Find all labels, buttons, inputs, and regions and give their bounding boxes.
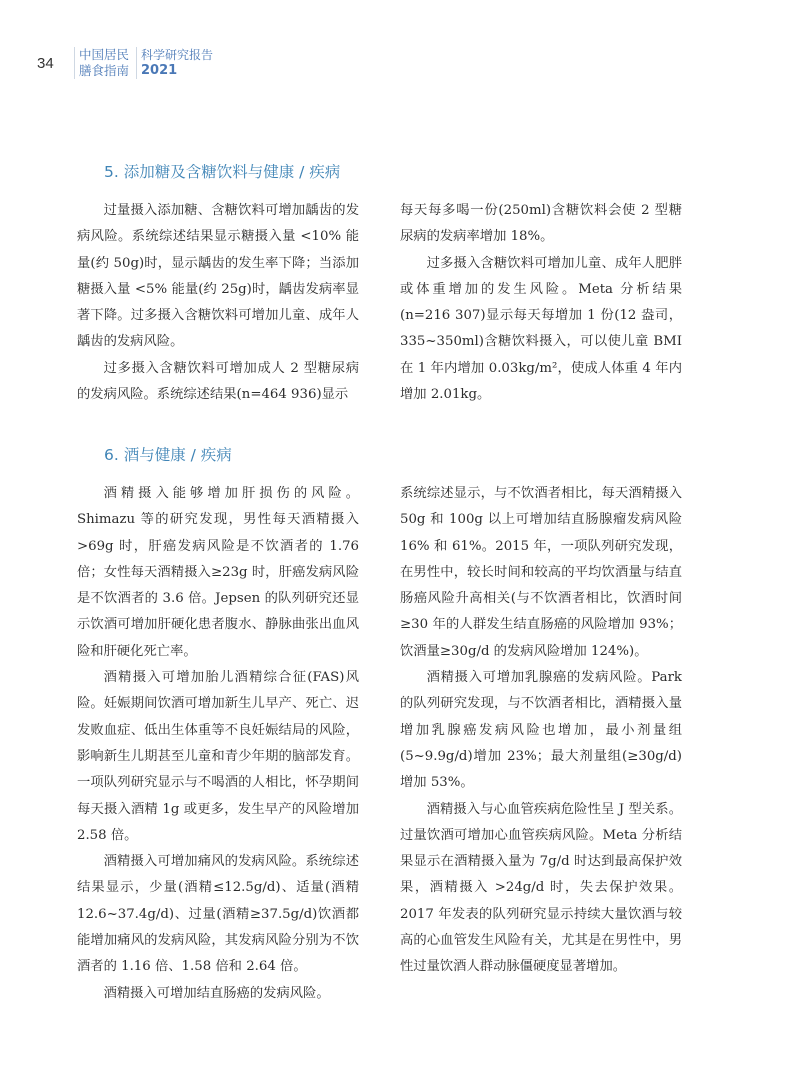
report-title: 科学研究报告: [141, 48, 214, 62]
guideline-brand: [74, 47, 129, 79]
page-number: 34: [37, 55, 54, 72]
section-6-title: 6. 酒与健康 / 疾病: [104, 446, 232, 464]
section-6-right-column: [400, 481, 682, 981]
section-5-title: 5. 添加糖及含糖饮料与健康 / 疾病: [104, 163, 341, 181]
paragraph: 系统综述显示，与不饮酒者相比，每天酒精摄入 50g 和 100g 以上可增加结直肠腺瘤发病风险 16% 和 61%。2015 年，一项队列研究发现，在男性中，较长时间和较高的平均饮酒量与结直肠癌风险升高相关(与不饮酒者相比，饮酒时间≥30 年的人群发生结直肠癌的风险增加 93%；饮酒量≥30g/d 的发病风险增加 124%)。: [400, 486, 682, 659]
paragraph: 过多摄入含糖饮料可增加成人 2 型糖尿病的发病风险。系统综述结果(n=464 936)显示: [77, 360, 359, 403]
section-5-left-column: [77, 198, 359, 408]
paragraph: 酒精摄入可增加乳腺癌的发病风险。Park 的队列研究发现，与不饮酒者相比，酒精摄入量增加乳腺癌发病风险也增加，最小剂量组(5~9.9g/d)增加 23%；最大剂量组(≥30g/d)增加 53%。: [400, 670, 682, 791]
paragraph: 酒精摄入能够增加肝损伤的风险。Shimazu 等的研究发现，男性每天酒精摄入 >69g 时，肝癌发病风险是不饮酒者的 1.76 倍；女性每天酒精摄入≥23g 时，肝癌发病风险是不饮酒者的 3.6 倍。Jepsen 的队列研究还显示饮酒可增加肝硬化患者腹水、静脉曲张出血风险和肝硬化死亡率。: [77, 486, 359, 659]
section-6-left-column: [77, 481, 359, 1007]
section-5-right-column: [400, 198, 682, 408]
brand-line-2: 膳食指南: [79, 63, 130, 78]
paragraph: 过多摄入含糖饮料可增加儿童、成年人肥胖或体重增加的发生风险。Meta 分析结果(n=216 307)显示每天每增加 1 份(12 盎司，335~350ml)含糖饮料摄入，可以使儿童 BMI 在 1 年内增加 0.03kg/m²，使成人体重 4 年内增加 2.01kg。: [400, 255, 682, 403]
report-brand: [136, 47, 213, 79]
brand-line-1: 中国居民: [79, 47, 130, 62]
paragraph: 酒精摄入可增加结直肠癌的发病风险。: [103, 985, 330, 1001]
paragraph: 酒精摄入可增加痛风的发病风险。系统综述结果显示，少量(酒精≤12.5g/d)、适量(酒精 12.6~37.4g/d)、过量(酒精≥37.5g/d)饮酒都能增加痛风的发病风险，其发病风险分别为不饮酒者的 1.16 倍、1.58 倍和 2.64 倍。: [77, 854, 359, 975]
paragraph: 过量摄入添加糖、含糖饮料可增加龋齿的发病风险。系统综述结果显示糖摄入量 <10% 能量(约 50g)时，显示龋齿的发生率下降；当添加糖摄入量 <5% 能量(约 25g)时，龋齿发病率显著下降。过多摄入含糖饮料可增加儿童、成年人龋齿的发病风险。: [77, 203, 359, 350]
paragraph: 酒精摄入可增加胎儿酒精综合征(FAS)风险。妊娠期间饮酒可增加新生儿早产、死亡、迟发败血症、低出生体重等不良妊娠结局的风险，影响新生儿期甚至儿童和青少年期的脑部发育。一项队列研究显示与不喝酒的人相比，怀孕期间每天摄入酒精 1g 或更多，发生早产的风险增加 2.58 倍。: [77, 670, 359, 843]
paragraph: 每天每多喝一份(250ml)含糖饮料会使 2 型糖尿病的发病率增加 18%。: [400, 203, 682, 245]
paragraph: 酒精摄入与心血管疾病危险性呈 J 型关系。过量饮酒可增加心血管疾病风险。Meta 分析结果显示在酒精摄入量为 7g/d 时达到最高保护效果，酒精摄入 >24g/d 时，失去保护效果。2017 年发表的队列研究显示持续大量饮酒与较高的心血管发生风险有关，尤其是在男性中，男性过量饮酒人群动脉僵硬度显著增加。: [400, 801, 682, 975]
report-year: 2021: [141, 63, 178, 78]
